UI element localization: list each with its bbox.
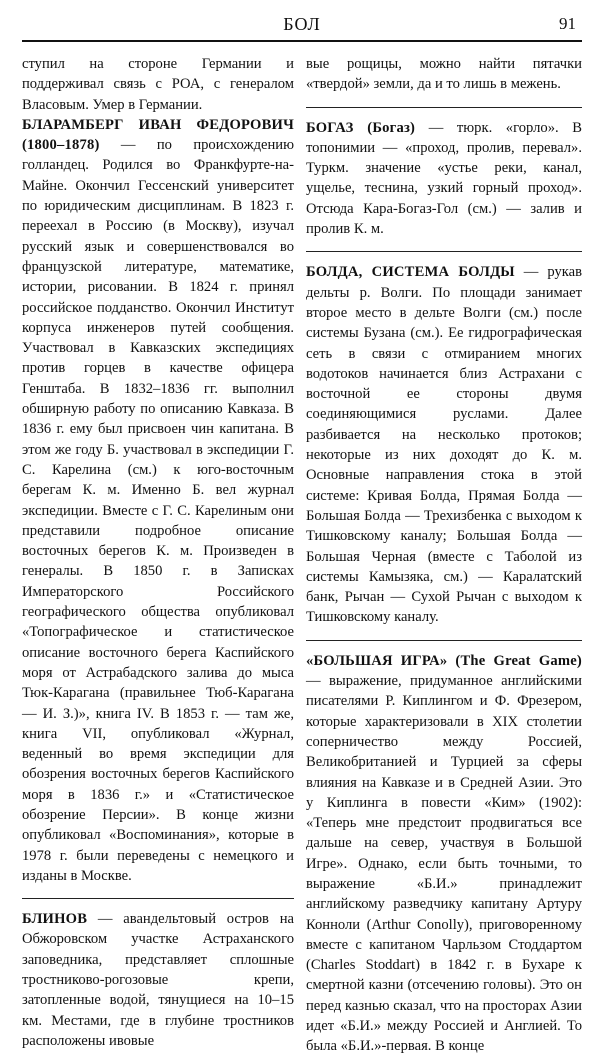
- continuation-text: вые рощицы, можно найти пятачки «твердой» земли, да и то лишь в межень.: [306, 56, 582, 93]
- entry-text: — по происхождению голландец. Родился во Франкфурте-на-Майне. Окончил Гессенский университет по юридическим дисциплинам. В 1823 г. переехал в Россию (в Москву), изучал русский язык и совершенствовался во французской литературе, математике, истории, рисовании. В 1824 г. принял российское подданство. Окончил Институт корпуса инженеров путей сообщения. Участвовал в Кавказских экспедициях против горцев в качестве офицера Генштаба. В 1832–1836 гг. выполнил обширную работу по описанию Кавказа. В 1836 г. ему был присвоен чин капитана. В этом же году Б. участвовал в экспедиции Г. С. Карелина (см.) к юго-восточным берегам К. м. Именно Б. вел журнал экспедиции. Вместе с Г. С. Карелиным они представили подробное описание восточных берегов К. м. Произведен в генералы. В 1850 г. в Записках Императорского Российского географического общества опубликовал «Топографическое и статистическое описание восточного берега Каспийского моря от Астрабадского залива до мыса Тюк-Карагана (правильнее Тюб-Караганa — И. З.)», книга IV. В 1853 г. — там же, книга VII, опубликовал «Журнал, веденный во время экспедиции для обозрения восточных берегов Каспийского моря в 1836 г.» и «Статистическое обозрение Персии». В конце жизни опубликовал «Воспоминания», которые в 1978 г. были переведены с немецкого и изданы в Москве.: [22, 137, 294, 884]
- entry-separator: [306, 640, 582, 641]
- entry-text: — рукав дельты р. Волги. По площади занимает второе место в дельте Волги (см.) после системы Бузана (см.). Ее гидрографическая сеть в связи с отмиранием многих водотоков начинается близ Астрахани с восточной ее стороны двумя соединяющимися руслами. Далее разбивается на несколько протоков; некоторые из них доходят до К. м. Основные направления стока в этой системе: Кривая Болда, Прямая Болда — Большая Болда — Трехизбенка с выходом к Тишковскому каналу; Большая Болда — Большая Черная (вместе с Таболой из системы Камызяка, см.) — Каралатский банк, Рычан — Сухой Рычан с выходом к Тишковскому каналу.: [306, 264, 583, 626]
- entry-headword: БЛАРАМБЕРГ ИВАН ФЕДОРОВИЧ (1800–1878): [22, 116, 294, 154]
- entry-text: — выражение, придуманное английскими писателями Р. Киплингом и Ф. Фрезером, которые характеризовали в XIX столетии соперничество между Россией, Великобританией и Турцией за сферы влияния на Кавказе и в Средней Азии. Это у Киплинга в повести «Ким» (1902): «Теперь мне предстоит продвигаться все дальше на север, участвуя в Большой Игре». Однако, если быть точными, то выражение «Б.И.» принадлежит английскому разведчику капитану Артуру Конноли (Arthur Conolly), приговоренному вместе с капитаном Чарльзом Стоддартом (Charles Stoddart) в 1842 г. в Бухаре к смертной казни (отсечению головы). Это он перед казнью сказал, что на просторах Азии идет «Б.И.» между Россией и Англией. То была «Б.И.»-первая. В конце: [306, 673, 582, 1055]
- continuation-text: ступил на стороне Германии и поддерживал связь с РОА, с генералом Власовым. Умер в Германии.: [22, 56, 294, 113]
- header-title: БОЛ: [283, 14, 321, 34]
- right-column: [306, 54, 583, 1055]
- entry-headword: БОЛДА, СИСТЕМА БОЛДЫ: [306, 264, 515, 281]
- entry-separator: [306, 107, 582, 108]
- page-number: 91: [559, 14, 576, 33]
- dictionary-entry: [306, 651, 582, 1057]
- entry-headword: БЛИНОВ: [22, 911, 88, 928]
- entry-text: — тюрк. «горло». В топонимии — «проход, пролив, перевал». Туркм. значение «устье реки, канал, ущелье, теснина, узкий горный проход». Отсюда Кара-Богаз-Гол (см.) — залив и пролив К. м.: [306, 119, 582, 238]
- entry-text: — авандельтовый остров на Обжоровском участке Астраханского заповедника, представляет сплошные тростниково-рогозовые крепи, затопленные водой, тянущиеся на 10–15 км. Местами, где в глубине тростников расположены ивовые: [22, 911, 294, 1049]
- entry-separator: [22, 898, 294, 899]
- dictionary-entry: [306, 262, 582, 627]
- entry-headword: «БОЛЬШАЯ ИГРА» (The Great Game): [306, 652, 582, 669]
- entry-headword: БОГАЗ (Богаз): [306, 119, 416, 136]
- left-column: [22, 54, 294, 1049]
- dictionary-entry: [22, 115, 294, 886]
- running-header: [22, 14, 582, 44]
- dictionary-entry: [22, 909, 294, 1051]
- header-rule: [22, 40, 582, 42]
- dictionary-entry: [306, 118, 582, 240]
- entry-separator: [306, 251, 582, 252]
